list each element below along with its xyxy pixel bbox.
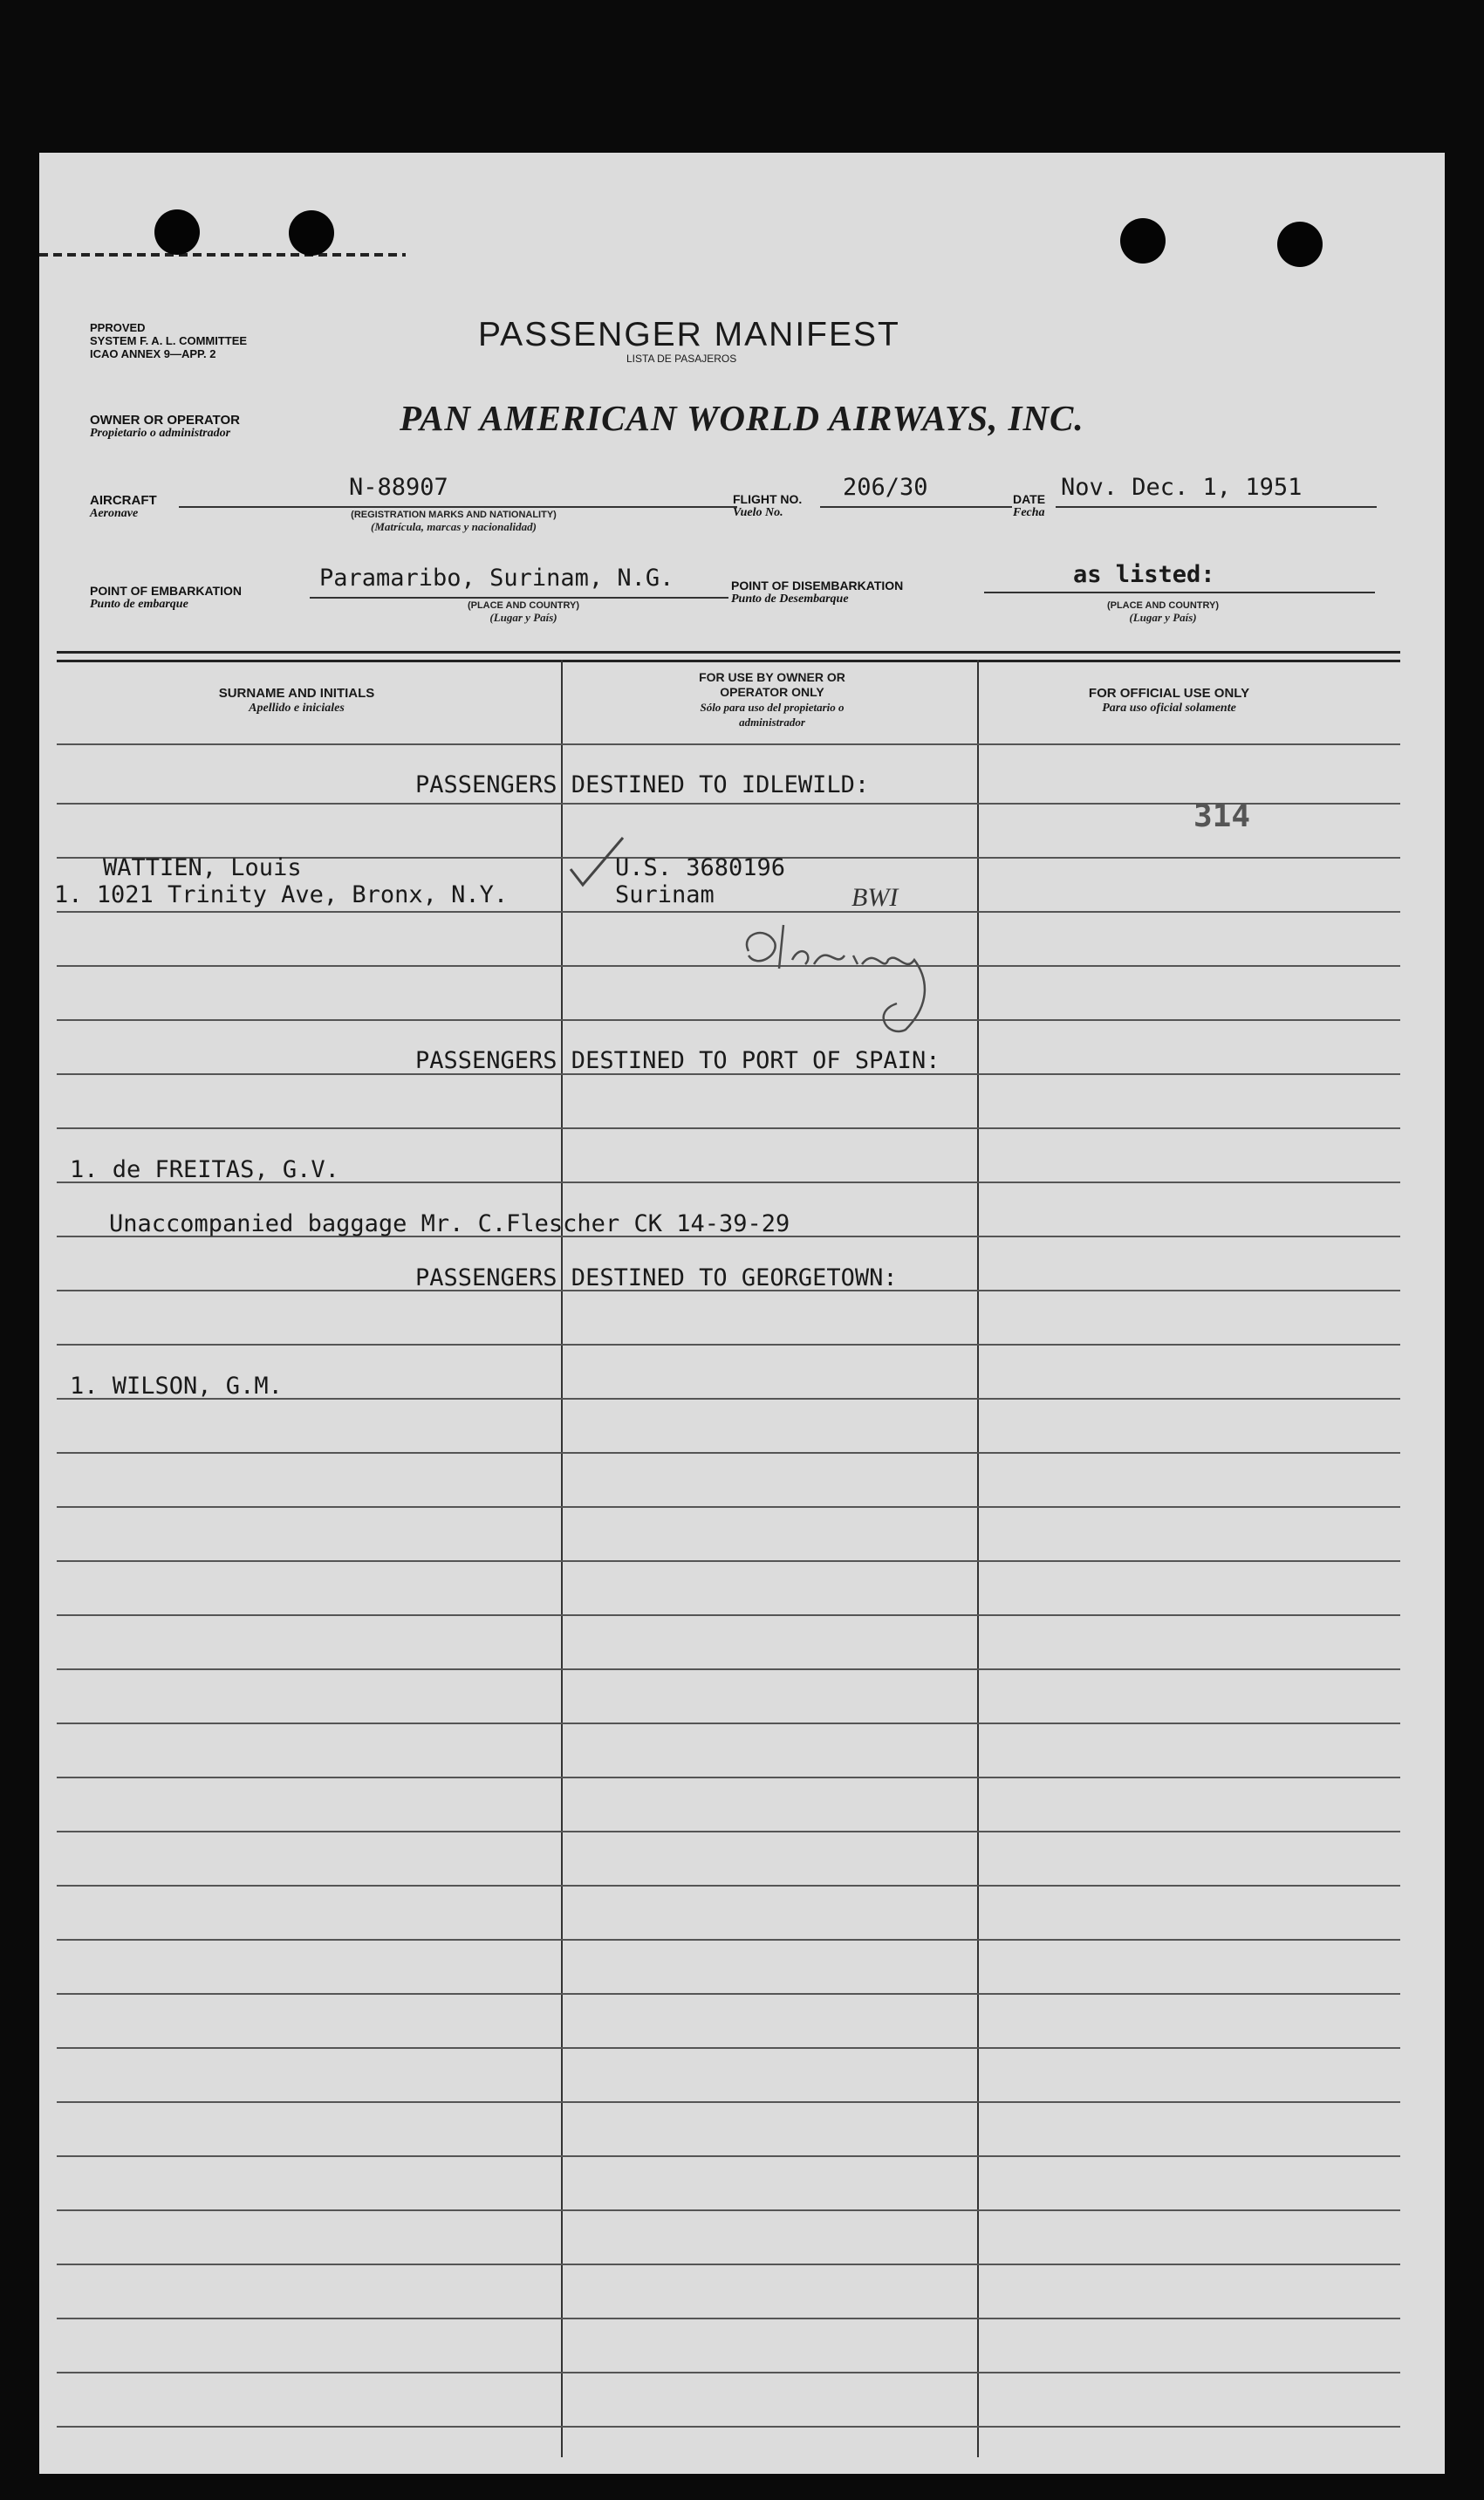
column-divider: [561, 660, 563, 2457]
ruled-line: [57, 1939, 1400, 1941]
form-subtitle: LISTA DE PASAJEROS: [626, 353, 737, 365]
owner-label-es: Propietario o administrador: [90, 427, 231, 440]
handwritten-note: BWI: [851, 883, 899, 912]
col-header-surname-es: Apellido e iniciales: [249, 702, 345, 715]
ruled-line: [57, 1560, 1400, 1562]
ruled-line: [57, 2209, 1400, 2211]
field-line: [820, 506, 1012, 508]
section-header-georgetown: PASSENGERS DESTINED TO GEORGETOWN:: [415, 1264, 898, 1291]
embark-label-es: Punto de embarque: [90, 598, 188, 611]
ruled-line: [57, 1614, 1400, 1616]
ruled-line: [57, 965, 1400, 967]
ruled-line: [57, 1885, 1400, 1887]
passport-number: U.S. 3680196: [615, 854, 786, 881]
owner-label-block: [90, 414, 240, 440]
passenger-name: WATTIEN, Louis: [103, 854, 302, 881]
embark-label: POINT OF EMBARKATION: [90, 584, 242, 598]
ruled-line: [57, 2264, 1400, 2265]
owner-label: OWNER OR OPERATOR: [90, 413, 240, 428]
flight-label-block: [733, 493, 802, 519]
registration-note-es: (Matrícula, marcas y nacionalidad): [371, 520, 537, 533]
aircraft-value: N-88907: [349, 474, 448, 501]
aircraft-label-block: [90, 494, 157, 520]
date-label-es: Fecha: [1013, 506, 1045, 519]
aircraft-label: AIRCRAFT: [90, 493, 157, 508]
ruled-line: [57, 1452, 1400, 1454]
passenger-name: 1. de FREITAS, G.V.: [70, 1156, 339, 1183]
ruled-line: [57, 1019, 1400, 1021]
place-note-en: (PLACE AND COUNTRY): [467, 600, 580, 611]
place-note2-en: (PLACE AND COUNTRY): [1106, 600, 1220, 611]
ruled-line: [57, 1344, 1400, 1346]
col-header-official-en: FOR OFFICIAL USE ONLY: [1088, 686, 1250, 701]
flight-label: FLIGHT NO.: [733, 492, 803, 506]
ruled-line: [57, 2101, 1400, 2103]
approval-line: PPROVED: [90, 321, 146, 334]
ruled-line: [57, 1668, 1400, 1670]
form-title: PASSENGER MANIFEST: [478, 316, 900, 353]
torn-edge: [39, 253, 406, 257]
embark-value: Paramaribo, Surinam, N.G.: [319, 565, 674, 592]
date-label-block: [1013, 493, 1045, 519]
aircraft-label-es: Aeronave: [90, 507, 139, 520]
ruled-line: [57, 1506, 1400, 1508]
passenger-name: 1. WILSON, G.M.: [70, 1373, 283, 1400]
ruled-line: [57, 2155, 1400, 2157]
col-header-owner-en: FOR USE BY OWNER OR OPERATOR ONLY: [699, 670, 845, 699]
punch-hole: [1277, 222, 1323, 267]
field-line: [179, 506, 737, 508]
table-top-rule: [57, 651, 1400, 654]
col-header-surname-en: SURNAME AND INITIALS: [218, 686, 375, 701]
official-number: 314: [1193, 798, 1251, 834]
embark-place-note: [436, 600, 611, 625]
punch-hole: [289, 210, 334, 256]
date-label: DATE: [1013, 492, 1046, 506]
flight-label-es: Vuelo No.: [733, 506, 783, 519]
embark-label-block: [90, 585, 242, 611]
table-top-rule: [57, 660, 1400, 662]
col-header-owner: [611, 670, 933, 729]
punch-hole: [154, 209, 200, 255]
place-note2-es: (Lugar y País): [1129, 611, 1197, 624]
flight-value: 206/30: [843, 474, 928, 501]
nationality: Surinam: [615, 881, 715, 908]
col-header-surname: [122, 686, 471, 716]
ruled-line: [57, 1831, 1400, 1832]
ruled-line: [57, 1127, 1400, 1129]
field-line: [1056, 506, 1377, 508]
column-divider: [977, 660, 979, 2457]
date-value: Nov. Dec. 1, 1951: [1061, 474, 1303, 501]
passenger-address: 1. 1021 Trinity Ave, Bronx, N.Y.: [54, 881, 509, 908]
disembark-value: as listed:: [1073, 561, 1215, 588]
disembark-label-es: Punto de Desembarque: [731, 592, 849, 606]
approval-block: [90, 321, 247, 360]
header-rule: [57, 743, 1400, 745]
ruled-line: [57, 2318, 1400, 2319]
col-header-official-es: Para uso oficial solamente: [1102, 702, 1236, 715]
col-header-official: [1003, 686, 1335, 716]
punch-hole: [1120, 218, 1166, 264]
registration-note: [310, 510, 598, 534]
handwritten-signature: [731, 908, 958, 1038]
airline-name: PAN AMERICAN WORLD AIRWAYS, INC.: [400, 398, 1084, 438]
section-header-idlewild: PASSENGERS DESTINED TO IDLEWILD:: [415, 771, 870, 798]
disembark-place-note: [1076, 600, 1250, 625]
ruled-line: [57, 1993, 1400, 1995]
ruled-line: [57, 2372, 1400, 2373]
ruled-line: [57, 911, 1400, 913]
disembark-label-block: [731, 579, 903, 606]
disembark-label: POINT OF DISEMBARKATION: [731, 579, 904, 592]
ruled-line: [57, 2426, 1400, 2428]
field-line: [984, 592, 1375, 593]
field-line: [310, 597, 728, 599]
place-note-es: (Lugar y País): [489, 611, 557, 624]
approval-line: ICAO ANNEX 9—APP. 2: [90, 347, 216, 360]
approval-line: SYSTEM F. A. L. COMMITTEE: [90, 334, 248, 347]
baggage-note: Unaccompanied baggage Mr. C.Flescher CK 14-39-29: [109, 1210, 790, 1237]
col-header-owner-es: Sólo para uso del propietario o administrador: [700, 701, 845, 729]
section-header-port-of-spain: PASSENGERS DESTINED TO PORT OF SPAIN:: [415, 1047, 940, 1074]
ruled-line: [57, 2047, 1400, 2049]
ruled-line: [57, 1723, 1400, 1724]
ruled-line: [57, 1777, 1400, 1778]
registration-note-en: (REGISTRATION MARKS AND NATIONALITY): [351, 510, 557, 520]
